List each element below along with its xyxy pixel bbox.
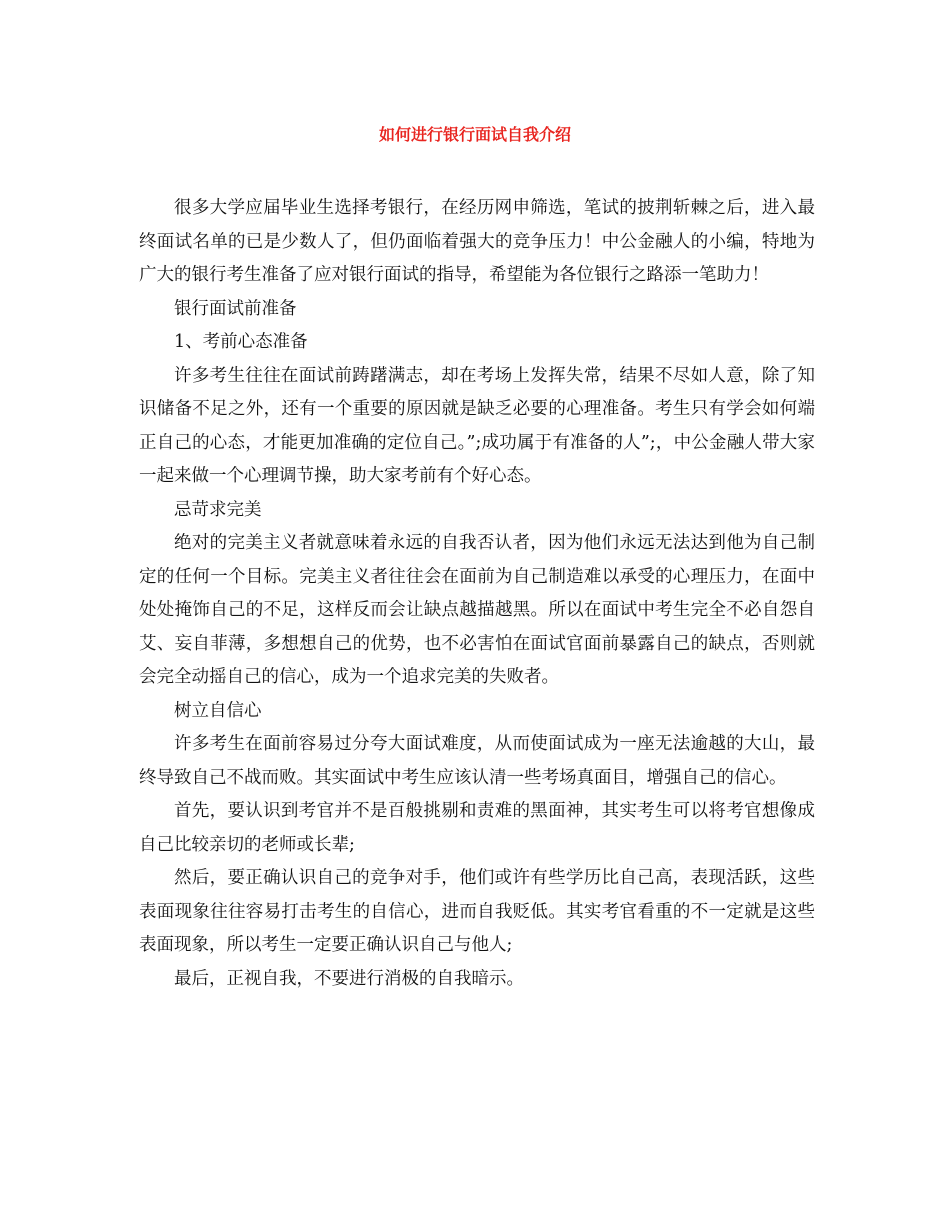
paragraph-mindset: 许多考生往往在面试前踌躇满志，却在考场上发挥失常，结果不尽如人意，除了知识储备不足之外，还有一个重要的原因就是缺乏必要的心理准备。考生只有学会如何端正自己的心态，才能更加准确的定位自己。”;成功属于有准备的人”;，中公金融人带大家一起来做一个心理调节操，助大家考前有个好心态。 xyxy=(139,365,815,486)
section-heading-preparation: 银行面试前准备 xyxy=(174,298,297,319)
subheading-mindset: 1、考前心态准备 xyxy=(174,332,308,352)
paragraph-perfectionism: 绝对的完美主义者就意味着永远的自我否认者，因为他们永远无法达到他为自己制定的任何一个目标。完美主义者往往会在面前为自己制造难以承受的心理压力，在面中处处掩饰自己的不足，这样反而会让缺点越描越黑。所以在面试中考生完全不必自怨自艾、妄自菲薄，多想想自己的优势，也不必害怕在面试官面前暴露自己的缺点，否则就会完全动摇自己的信心，成为一个追求完美的失败者。 xyxy=(139,533,815,687)
subheading-perfectionism: 忌苛求完美 xyxy=(174,499,262,520)
document-body xyxy=(139,192,815,996)
document-title: 如何进行银行面试自我介绍 xyxy=(378,125,571,144)
subheading-confidence: 树立自信心 xyxy=(174,700,262,721)
paragraph-finally: 最后，正视自我，不要进行消极的自我暗示。 xyxy=(174,968,524,989)
paragraph-intro: 很多大学应届毕业生选择考银行，在经历网申筛选，笔试的披荆斩棘之后，进入最终面试名单的已是少数人了，但仍面临着强大的竞争压力！中公金融人的小编，特地为广大的银行考生准备了应对银行面试的指导，希望能为各位银行之路添一笔助力！ xyxy=(139,198,815,285)
paragraph-confidence: 许多考生在面前容易过分夸大面试难度，从而使面试成为一座无法逾越的大山，最终导致自己不战而败。其实面试中考生应该认清一些考场真面目，增强自己的信心。 xyxy=(139,734,815,788)
paragraph-first: 首先，要认识到考官并不是百般挑剔和责难的黑面神，其实考生可以将考官想像成自己比较亲切的老师或长辈; xyxy=(139,801,815,855)
paragraph-then: 然后，要正确认识自己的竞争对手，他们或许有些学历比自己高，表现活跃，这些表面现象往往容易打击考生的自信心，进而自我贬低。其实考官看重的不一定就是这些表面现象，所以考生一定要正确认识自己与他人; xyxy=(139,868,815,955)
